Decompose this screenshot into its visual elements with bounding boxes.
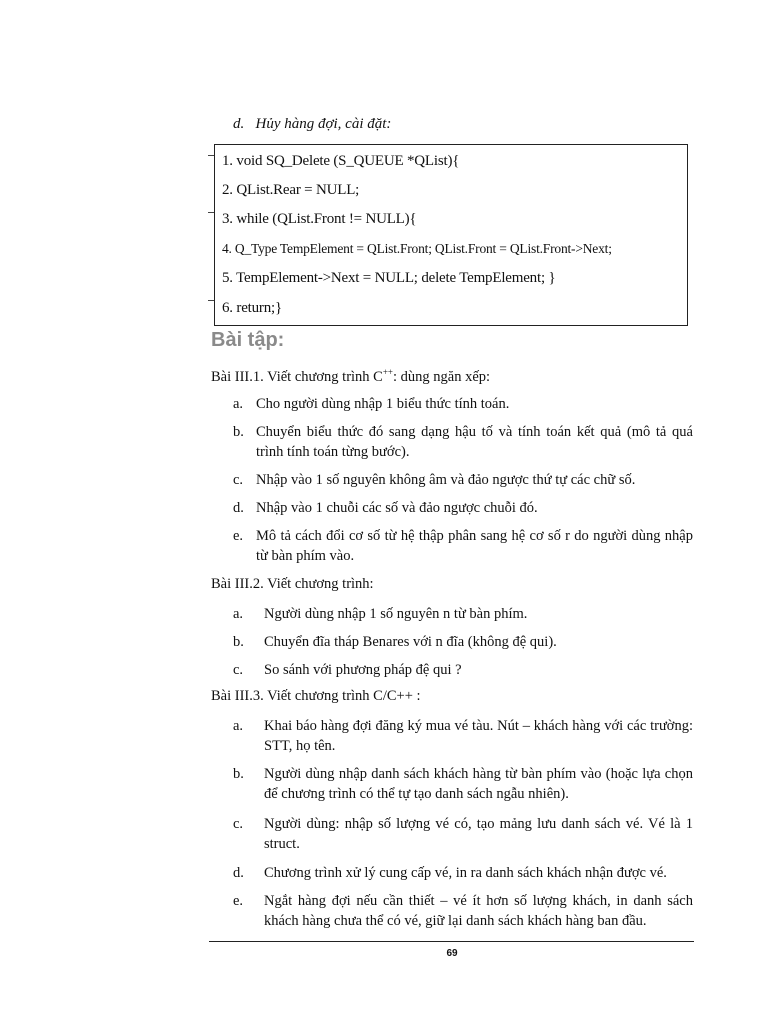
code-line: 5. TempElement->Next = NULL; delete TempElement; } (222, 270, 556, 286)
list-item: c. Người dùng: nhập số lượng vé có, tạo mảng lưu danh sách vé. Vé là 1 struct. (233, 816, 693, 852)
code-line: 1. void SQ_Delete (S_QUEUE *QList){ (222, 153, 460, 169)
subsection-title: Hủy hàng đợi, cài đặt: (255, 116, 392, 132)
list-item: b. Chuyển biểu thức đó sang dạng hậu tố và tính toán kết quả (mô tả quá trình tính toán từng bước). (233, 424, 693, 460)
page-number: 69 (446, 948, 458, 959)
list-item: b. Chuyển đĩa tháp Benares với n đĩa (không đệ qui). (233, 634, 557, 650)
code-listing (214, 144, 688, 326)
code-line: 4. Q_Type TempElement = QList.Front; QList.Front = QList.Front->Next; (222, 241, 612, 256)
exercise-title: Bài III.3. Viết chương trình C/C++ : (211, 688, 421, 704)
section-title: Bài tập: (211, 329, 285, 351)
list-item: c. So sánh với phương pháp đệ qui ? (233, 662, 462, 678)
subsection-heading (233, 116, 391, 133)
list-item: a. Người dùng nhập 1 số nguyên n từ bàn phím. (233, 606, 528, 622)
list-item: b. Người dùng nhập danh sách khách hàng từ bàn phím vào (hoặc lựa chọn để chương trình có thể tự tạo danh sách ngẫu nhiên). (233, 766, 693, 802)
list-item: e. Ngắt hàng đợi nếu cần thiết – vé ít hơn số lượng khách, in danh sách khách hàng chưa thể có vé, giữ lại danh sách khách hàng ban đầu. (233, 893, 693, 929)
footer-rule (209, 941, 694, 942)
list-item: a. Khai báo hàng đợi đăng ký mua vé tàu. Nút – khách hàng với các trường: STT, họ tên. (233, 718, 693, 754)
subsection-letter: d. (233, 116, 245, 132)
code-line: 6. return;} (222, 300, 282, 316)
code-line: 3. while (QList.Front != NULL){ (222, 211, 417, 227)
list-item: a. Cho người dùng nhập 1 biểu thức tính toán. (233, 396, 510, 412)
list-item: e. Mô tả cách đổi cơ số từ hệ thập phân sang hệ cơ số r do người dùng nhập từ bàn phím vào. (233, 528, 693, 564)
exercise-title: Bài III.1. Viết chương trình C++: dùng ngăn xếp: (211, 367, 491, 385)
list-item: c. Nhập vào 1 số nguyên không âm và đảo ngược thứ tự các chữ số. (233, 472, 636, 488)
exercise-title: Bài III.2. Viết chương trình: (211, 576, 374, 592)
list-item: d. Nhập vào 1 chuỗi các số và đảo ngược chuỗi đó. (233, 500, 538, 516)
list-item: d. Chương trình xử lý cung cấp vé, in ra danh sách khách nhận được vé. (233, 865, 667, 881)
code-line: 2. QList.Rear = NULL; (222, 182, 360, 198)
